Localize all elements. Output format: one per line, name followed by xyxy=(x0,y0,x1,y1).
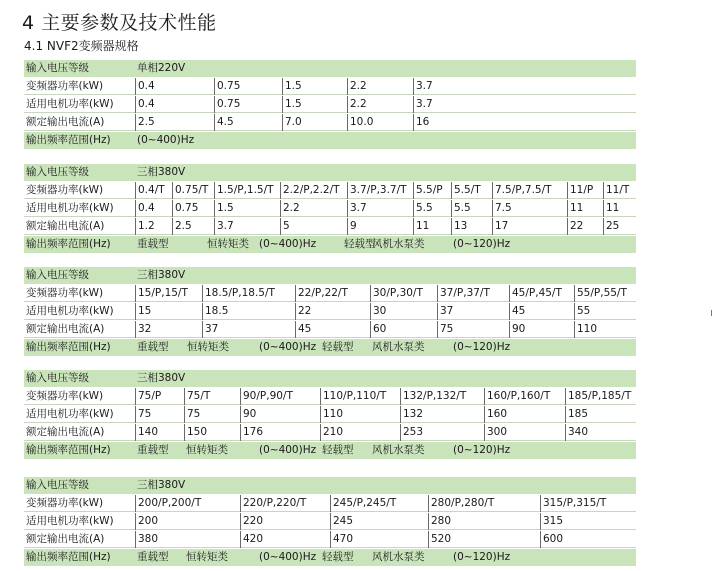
table-cell: 16 xyxy=(413,114,636,131)
row-label: 适用电机功率(kW) xyxy=(26,305,114,317)
table-cell: 9 xyxy=(347,218,413,235)
table-cell: 185 xyxy=(565,406,636,423)
table-cell: 0.75/T xyxy=(172,182,214,199)
table-cell: 160/P,160/T xyxy=(484,388,565,405)
freq-value: 轻载型 xyxy=(322,444,354,456)
voltage-header-row xyxy=(24,60,636,77)
row-label: 额定输出电流(A) xyxy=(26,220,105,232)
table-cell: 470 xyxy=(330,531,428,548)
row-label: 适用电机功率(kW) xyxy=(26,408,114,420)
freq-value: 恒转矩类 xyxy=(187,341,229,353)
freq-range-row xyxy=(24,549,636,566)
table-cell: 245 xyxy=(330,513,428,530)
voltage-header-row xyxy=(24,477,636,494)
rated-current-row xyxy=(24,531,636,548)
table-cell: 2.5 xyxy=(135,114,214,131)
table-cell: 45 xyxy=(295,321,370,338)
table-cell: 18.5/P,18.5/T xyxy=(202,285,295,302)
freq-value: (0~400)Hz xyxy=(137,134,195,146)
table-cell: 3.7 xyxy=(347,200,413,217)
table-cell: 15 xyxy=(135,303,202,320)
table-cell: 25 xyxy=(603,218,636,235)
voltage-value: 单相220V xyxy=(137,62,186,74)
spec-table-1 xyxy=(24,60,636,150)
spec-table-3 xyxy=(24,267,636,357)
table-cell: 340 xyxy=(565,424,636,441)
table-cell: 7.0 xyxy=(282,114,347,131)
table-cell: 60 xyxy=(370,321,437,338)
table-cell: 140 xyxy=(135,424,184,441)
table-cell: 10.0 xyxy=(347,114,413,131)
voltage-label: 输入电压等级 xyxy=(26,166,89,178)
freq-value: 重载型 xyxy=(137,444,169,456)
page-edge-mark xyxy=(711,310,712,316)
spec-table-2 xyxy=(24,164,636,254)
table-cell: 55 xyxy=(574,303,636,320)
inverter-power-row xyxy=(24,495,636,512)
voltage-header-row xyxy=(24,267,636,284)
table-cell: 5 xyxy=(280,218,347,235)
table-cell: 2.2 xyxy=(347,78,413,95)
row-label: 变频器功率(kW) xyxy=(26,390,104,402)
table-cell: 110 xyxy=(320,406,400,423)
row-label: 额定输出电流(A) xyxy=(26,426,105,438)
row-label: 适用电机功率(kW) xyxy=(26,98,114,110)
table-cell: 300 xyxy=(484,424,565,441)
freq-value: 重载型 xyxy=(137,551,169,563)
freq-value: (0~120)Hz xyxy=(453,341,511,353)
table-cell: 1.5/P,1.5/T xyxy=(214,182,280,199)
table-cell: 15/P,15/T xyxy=(135,285,202,302)
table-cell: 0.4 xyxy=(135,78,214,95)
freq-value: 恒转矩类 xyxy=(186,444,228,456)
voltage-header-row xyxy=(24,370,636,387)
table-cell: 0.75 xyxy=(172,200,214,217)
freq-value: 风机水泵类 xyxy=(372,238,425,250)
table-cell: 11 xyxy=(603,200,636,217)
table-cell: 32 xyxy=(135,321,202,338)
table-cell: 1.5 xyxy=(282,78,347,95)
rated-current-row xyxy=(24,114,636,131)
rated-current-row xyxy=(24,218,636,235)
freq-range-row xyxy=(24,442,636,459)
table-cell: 37/P,37/T xyxy=(437,285,509,302)
freq-value: 轻载型 xyxy=(344,238,376,250)
table-cell: 0.75 xyxy=(214,96,282,113)
freq-value: 恒转矩类 xyxy=(207,238,249,250)
motor-power-row xyxy=(24,406,636,423)
voltage-value: 三相380V xyxy=(137,166,186,178)
motor-power-row xyxy=(24,200,636,217)
table-cell: 253 xyxy=(400,424,484,441)
freq-value: 轻载型 xyxy=(322,551,354,563)
table-cell: 5.5 xyxy=(451,200,492,217)
row-label: 变频器功率(kW) xyxy=(26,184,104,196)
freq-value: 重载型 xyxy=(137,238,169,250)
table-cell: 600 xyxy=(540,531,636,548)
freq-value: (0~400)Hz xyxy=(259,238,317,250)
table-cell: 3.7 xyxy=(214,218,280,235)
spec-table-5 xyxy=(24,477,636,567)
table-cell: 75 xyxy=(135,406,184,423)
voltage-label: 输入电压等级 xyxy=(26,269,89,281)
inverter-power-row xyxy=(24,78,636,95)
table-cell: 7.5/P,7.5/T xyxy=(492,182,567,199)
freq-label: 输出频率范围(Hz) xyxy=(26,341,111,353)
table-cell: 1.5 xyxy=(282,96,347,113)
freq-range-row xyxy=(24,132,636,149)
table-cell: 380 xyxy=(135,531,240,548)
table-cell: 200/P,200/T xyxy=(135,495,240,512)
voltage-label: 输入电压等级 xyxy=(26,372,89,384)
table-cell: 0.4 xyxy=(135,96,214,113)
freq-value: (0~120)Hz xyxy=(453,444,511,456)
table-cell: 220/P,220/T xyxy=(240,495,330,512)
section-subtitle: 4.1 NVF2变频器规格 xyxy=(24,39,139,53)
table-cell: 2.2 xyxy=(347,96,413,113)
table-cell: 75 xyxy=(184,406,240,423)
table-cell: 110 xyxy=(574,321,636,338)
table-cell: 75 xyxy=(437,321,509,338)
table-cell: 75/T xyxy=(184,388,240,405)
table-cell: 7.5 xyxy=(492,200,567,217)
voltage-value: 三相380V xyxy=(137,372,186,384)
rated-current-row xyxy=(24,424,636,441)
table-cell: 22 xyxy=(295,303,370,320)
section-title: 4 主要参数及技术性能 xyxy=(22,12,217,34)
table-cell: 150 xyxy=(184,424,240,441)
row-label: 适用电机功率(kW) xyxy=(26,202,114,214)
freq-range-row xyxy=(24,236,636,253)
row-label: 额定输出电流(A) xyxy=(26,323,105,335)
freq-label: 输出频率范围(Hz) xyxy=(26,238,111,250)
table-cell: 17 xyxy=(492,218,567,235)
table-cell: 90/P,90/T xyxy=(240,388,320,405)
freq-value: 风机水泵类 xyxy=(372,551,425,563)
table-cell: 0.4/T xyxy=(135,182,172,199)
table-cell: 2.5 xyxy=(172,218,214,235)
table-cell: 0.75 xyxy=(214,78,282,95)
table-cell: 220 xyxy=(240,513,330,530)
freq-value: 恒转矩类 xyxy=(186,551,228,563)
row-label: 变频器功率(kW) xyxy=(26,497,104,509)
table-cell: 185/P,185/T xyxy=(565,388,636,405)
table-cell: 200 xyxy=(135,513,240,530)
table-cell: 245/P,245/T xyxy=(330,495,428,512)
table-cell: 37 xyxy=(437,303,509,320)
freq-value: (0~120)Hz xyxy=(453,238,511,250)
freq-range-row xyxy=(24,339,636,356)
row-label: 额定输出电流(A) xyxy=(26,533,105,545)
row-label: 额定输出电流(A) xyxy=(26,116,105,128)
table-cell: 22/P,22/T xyxy=(295,285,370,302)
table-cell: 420 xyxy=(240,531,330,548)
table-cell: 11/T xyxy=(603,182,636,199)
freq-value: 轻载型 xyxy=(322,341,354,353)
table-cell: 37 xyxy=(202,321,295,338)
freq-value: (0~120)Hz xyxy=(453,551,511,563)
voltage-label: 输入电压等级 xyxy=(26,479,89,491)
freq-value: 风机水泵类 xyxy=(372,341,425,353)
freq-value: 重载型 xyxy=(137,341,169,353)
motor-power-row xyxy=(24,513,636,530)
table-cell: 11/P xyxy=(567,182,603,199)
table-cell: 3.7/P,3.7/T xyxy=(347,182,413,199)
table-cell: 160 xyxy=(484,406,565,423)
row-label: 变频器功率(kW) xyxy=(26,80,104,92)
table-cell: 1.5 xyxy=(214,200,280,217)
table-cell: 315 xyxy=(540,513,636,530)
freq-label: 输出频率范围(Hz) xyxy=(26,551,111,563)
voltage-value: 三相380V xyxy=(137,269,186,281)
table-cell: 11 xyxy=(567,200,603,217)
table-cell: 2.2/P,2.2/T xyxy=(280,182,347,199)
freq-value: 风机水泵类 xyxy=(372,444,425,456)
freq-value: (0~400)Hz xyxy=(259,444,317,456)
table-cell: 4.5 xyxy=(214,114,282,131)
table-cell: 90 xyxy=(240,406,320,423)
table-cell: 45/P,45/T xyxy=(509,285,574,302)
table-cell: 132 xyxy=(400,406,484,423)
table-cell: 110/P,110/T xyxy=(320,388,400,405)
table-cell: 11 xyxy=(413,218,451,235)
table-cell: 315/P,315/T xyxy=(540,495,636,512)
inverter-power-row xyxy=(24,388,636,405)
voltage-header-row xyxy=(24,164,636,181)
table-cell: 45 xyxy=(509,303,574,320)
table-cell: 13 xyxy=(451,218,492,235)
table-cell: 2.2 xyxy=(280,200,347,217)
table-cell: 30 xyxy=(370,303,437,320)
inverter-power-row xyxy=(24,285,636,302)
freq-value: (0~400)Hz xyxy=(259,341,317,353)
rated-current-row xyxy=(24,321,636,338)
table-cell: 520 xyxy=(428,531,540,548)
table-cell: 55/P,55/T xyxy=(574,285,636,302)
table-cell: 5.5/P xyxy=(413,182,451,199)
table-cell: 75/P xyxy=(135,388,184,405)
table-cell: 1.2 xyxy=(135,218,172,235)
table-cell: 90 xyxy=(509,321,574,338)
table-cell: 0.4 xyxy=(135,200,172,217)
inverter-power-row xyxy=(24,182,636,199)
row-label: 变频器功率(kW) xyxy=(26,287,104,299)
spec-table-4 xyxy=(24,370,636,460)
table-cell: 22 xyxy=(567,218,603,235)
freq-value: (0~400)Hz xyxy=(259,551,317,563)
row-label: 适用电机功率(kW) xyxy=(26,515,114,527)
motor-power-row xyxy=(24,303,636,320)
freq-label: 输出频率范围(Hz) xyxy=(26,444,111,456)
table-cell: 5.5 xyxy=(413,200,451,217)
table-cell: 176 xyxy=(240,424,320,441)
table-cell: 3.7 xyxy=(413,96,636,113)
table-cell: 3.7 xyxy=(413,78,636,95)
voltage-label: 输入电压等级 xyxy=(26,62,89,74)
motor-power-row xyxy=(24,96,636,113)
freq-label: 输出频率范围(Hz) xyxy=(26,134,111,146)
table-cell: 132/P,132/T xyxy=(400,388,484,405)
table-cell: 210 xyxy=(320,424,400,441)
voltage-value: 三相380V xyxy=(137,479,186,491)
table-cell: 280/P,280/T xyxy=(428,495,540,512)
table-cell: 280 xyxy=(428,513,540,530)
table-cell: 18.5 xyxy=(202,303,295,320)
table-cell: 30/P,30/T xyxy=(370,285,437,302)
table-cell: 5.5/T xyxy=(451,182,492,199)
